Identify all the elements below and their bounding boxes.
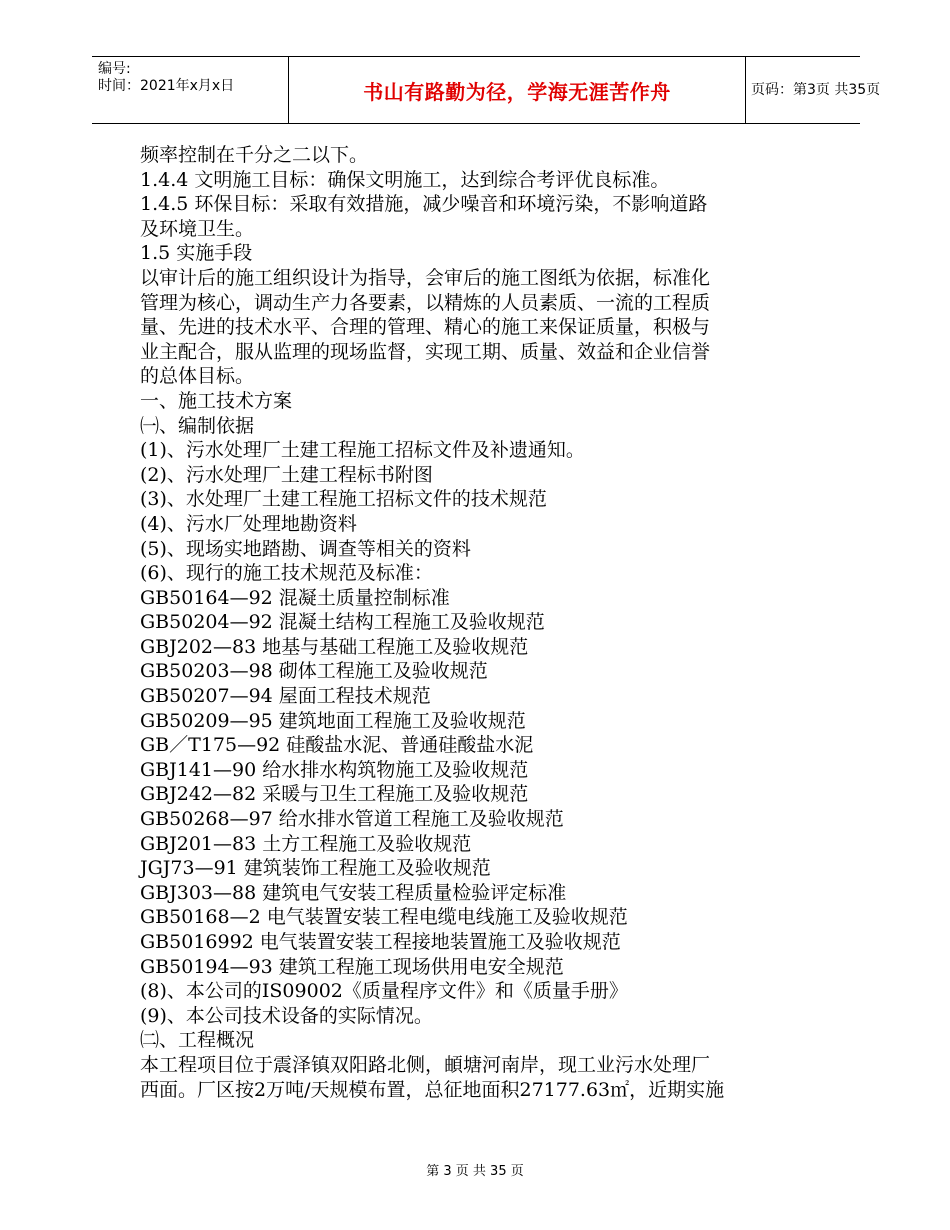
body-line: 量、先进的技术水平、合理的管理、精心的施工来保证质量，积极与: [140, 316, 711, 339]
body-line: 及环境卫生。: [140, 217, 255, 240]
standard-item: GB5016992 电气装置安装工程接地装置施工及验收规范: [140, 931, 621, 953]
standard-item: GB50207—94 屋面工程技术规范: [140, 685, 431, 708]
standard-item: GB50268—97 给水排水管道工程施工及验收规范: [140, 808, 564, 831]
standard-item: GB50164—92 混凝土质量控制标准: [140, 586, 450, 609]
body-line: 业主配合，服从监理的现场监督，实现工期、质量、效益和企业信誉: [140, 340, 711, 363]
subsection-heading: ㈠、编制依据: [140, 414, 255, 437]
list-item: (2)、污水处理厂土建工程标书附图: [140, 463, 433, 486]
standard-item: JGJ73—91 建筑装饰工程施工及验收规范: [140, 857, 491, 880]
standard-item: GB50203—98 砌体工程施工及验收规范: [140, 660, 488, 683]
standard-item: GBJ303—88 建筑电气安装工程质量检验评定标准: [140, 881, 567, 904]
list-item: (6)、现行的施工技术规范及标准：: [140, 562, 433, 585]
body-line: 西面。厂区按2万吨/天规模布置，总征地面积27177.63㎡，近期实施: [140, 1078, 725, 1101]
page-footer: 第 3 页 共 35 页: [426, 1164, 524, 1179]
header-motto: 书山有路勤为径，学海无涯苦作舟: [363, 79, 671, 104]
header-page-info: 页码：第3页 共35页: [751, 82, 881, 98]
header-motto-cell: [288, 57, 746, 123]
list-item: (1)、污水处理厂土建工程施工招标文件及补遗通知。: [140, 439, 585, 462]
body-line: 频率控制在千分之二以下。: [140, 144, 369, 166]
standard-item: GBJ141—90 给水排水构筑物施工及验收规范: [140, 758, 529, 781]
body-line: 本工程项目位于震泽镇双阳路北侧，頔塘河南岸，现工业污水处理厂: [140, 1053, 711, 1076]
body-line: 以审计后的施工组织设计为指导，会审后的施工图纸为依据，标准化: [140, 266, 711, 289]
body-line: 管理为核心，调动生产力各要素，以精炼的人员素质、一流的工程质: [140, 291, 711, 314]
section-heading: 一、施工技术方案: [140, 389, 293, 412]
standard-item: GB50168—2 电气装置安装工程电缆电线施工及验收规范: [140, 906, 628, 929]
list-item: (4)、污水厂处理地勘资料: [140, 512, 357, 535]
list-item: (5)、现场实地踏勘、调查等相关的资料: [140, 537, 471, 560]
document-time-label: 时间：2021年x月x日: [98, 78, 235, 94]
standard-item: GB／T175—92 硅酸盐水泥、普通硅酸盐水泥: [140, 734, 534, 757]
standard-item: GB50209—95 建筑地面工程施工及验收规范: [140, 709, 526, 732]
standard-item: GBJ201—83 土方工程施工及验收规范: [140, 832, 472, 855]
standard-item: GB50204—92 混凝土结构工程施工及验收规范: [140, 611, 545, 634]
body-line: 1.4.4 文明施工目标：确保文明施工，达到综合考评优良标准。: [140, 168, 670, 191]
standard-item: GB50194—93 建筑工程施工现场供用电安全规范: [140, 955, 564, 978]
body-line: 1.4.5 环保目标：采取有效措施，减少噪音和环境污染，不影响道路: [140, 193, 708, 216]
subsection-heading: ㈡、工程概况: [140, 1029, 255, 1052]
section-heading: 1.5 实施手段: [140, 242, 253, 265]
document-number-label: 编号:: [98, 61, 131, 77]
standard-item: GBJ202—83 地基与基础工程施工及验收规范: [140, 635, 529, 658]
header-page-cell: [745, 57, 881, 123]
body-line: 的总体目标。: [140, 365, 255, 388]
standard-item: GBJ242—82 采暖与卫生工程施工及验收规范: [140, 783, 529, 806]
header-meta-cell: [92, 57, 288, 123]
document-body: [140, 143, 820, 1102]
list-item: (9)、本公司技术设备的实际情况。: [140, 1004, 433, 1027]
list-item: (3)、水处理厂土建工程施工招标文件的技术规范: [140, 488, 547, 511]
list-item: (8)、本公司的IS09002《质量程序文件》和《质量手册》: [140, 980, 628, 1003]
page-header: [92, 56, 881, 124]
